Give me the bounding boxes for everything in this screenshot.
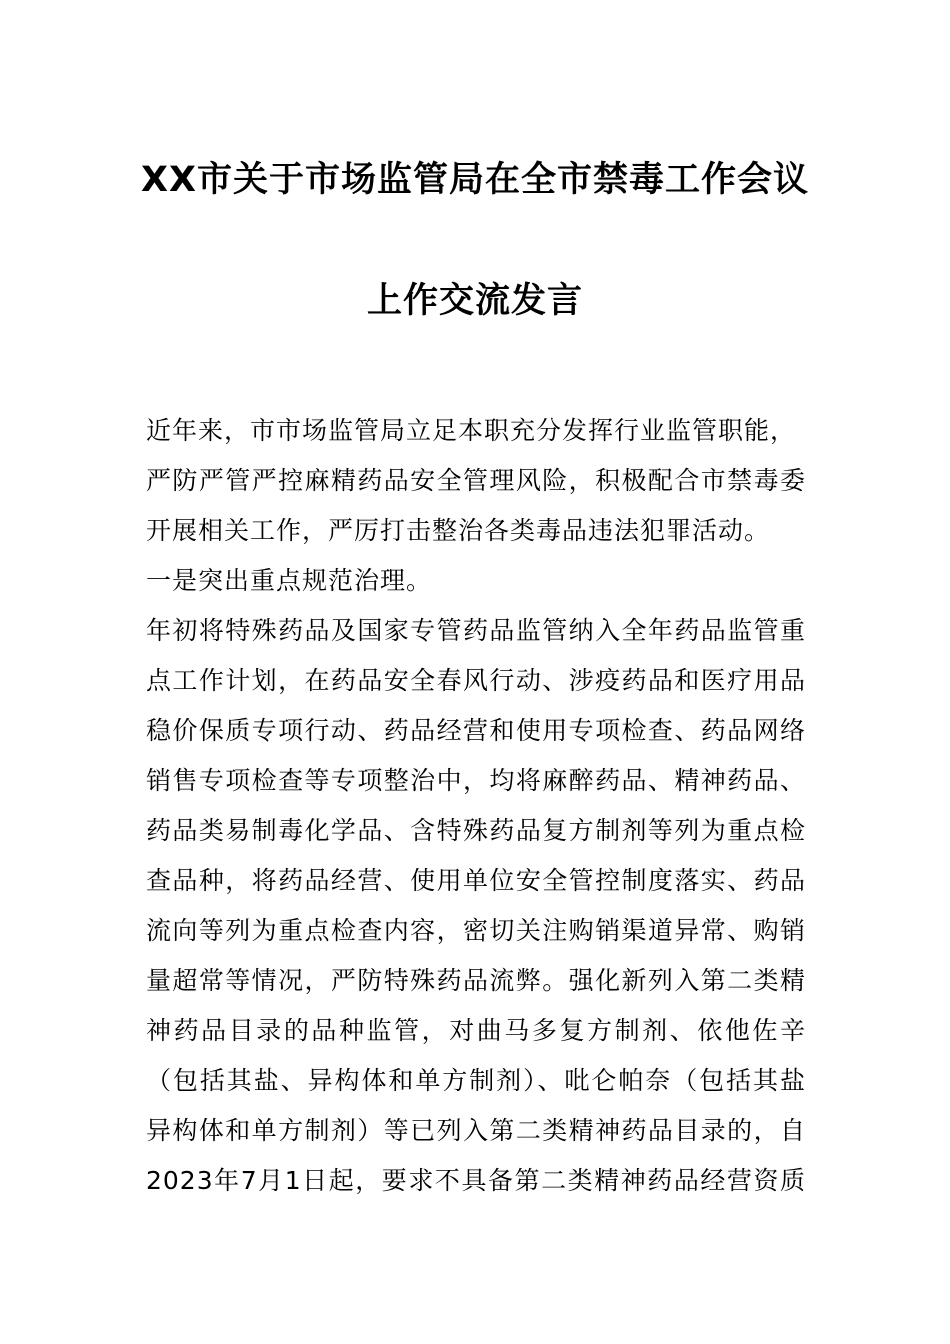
paragraph-line: 药品类易制毒化学品、含特殊药品复方制剂等列为重点检 bbox=[146, 816, 806, 845]
paragraph-line: 点工作计划，在药品安全春风行动、涉疫药品和医疗用品 bbox=[146, 666, 806, 695]
document-body bbox=[146, 413, 806, 1213]
paragraph-line: 销售专项检查等专项整治中，均将麻醉药品、精神药品、 bbox=[146, 766, 806, 795]
paragraph-line: 近年来，市市场监管局立足本职充分发挥行业监管职能， bbox=[146, 416, 797, 445]
paragraph-line: 神药品目录的品种监管，对曲马多复方制剂、依他佐辛 bbox=[146, 1016, 806, 1045]
paragraph-line: 量超常等情况，严防特殊药品流弊。强化新列入第二类精 bbox=[146, 966, 806, 995]
paragraph-line: 流向等列为重点检查内容，密切关注购销渠道异常、购销 bbox=[146, 916, 806, 945]
document-title-line-2: 上作交流发言 bbox=[366, 281, 583, 321]
paragraph-line: 开展相关工作，严厉打击整治各类毒品违法犯罪活动。 bbox=[146, 516, 771, 545]
document-title-line-1: XX市关于市场监管局在全市禁毒工作会议 bbox=[141, 160, 809, 200]
paragraph-line: 异构体和单方制剂）等已列入第二类精神药品目录的，自 bbox=[146, 1116, 806, 1145]
paragraph-line: （包括其盐、异构体和单方制剂）、吡仑帕奈（包括其盐 bbox=[146, 1066, 806, 1095]
paragraph-line: 2023年7月1日起，要求不具备第二类精神药品经营资质 bbox=[146, 1166, 806, 1195]
paragraph-line: 稳价保质专项行动、药品经营和使用专项检查、药品网络 bbox=[146, 716, 806, 745]
paragraph-line: 严防严管严控麻精药品安全管理风险，积极配合市禁毒委 bbox=[146, 466, 806, 495]
paragraph-line: 年初将特殊药品及国家专管药品监管纳入全年药品监管重 bbox=[146, 616, 806, 645]
paragraph-line: 查品种，将药品经营、使用单位安全管控制度落实、药品 bbox=[146, 866, 806, 895]
section-heading: 一是突出重点规范治理。 bbox=[146, 566, 433, 595]
